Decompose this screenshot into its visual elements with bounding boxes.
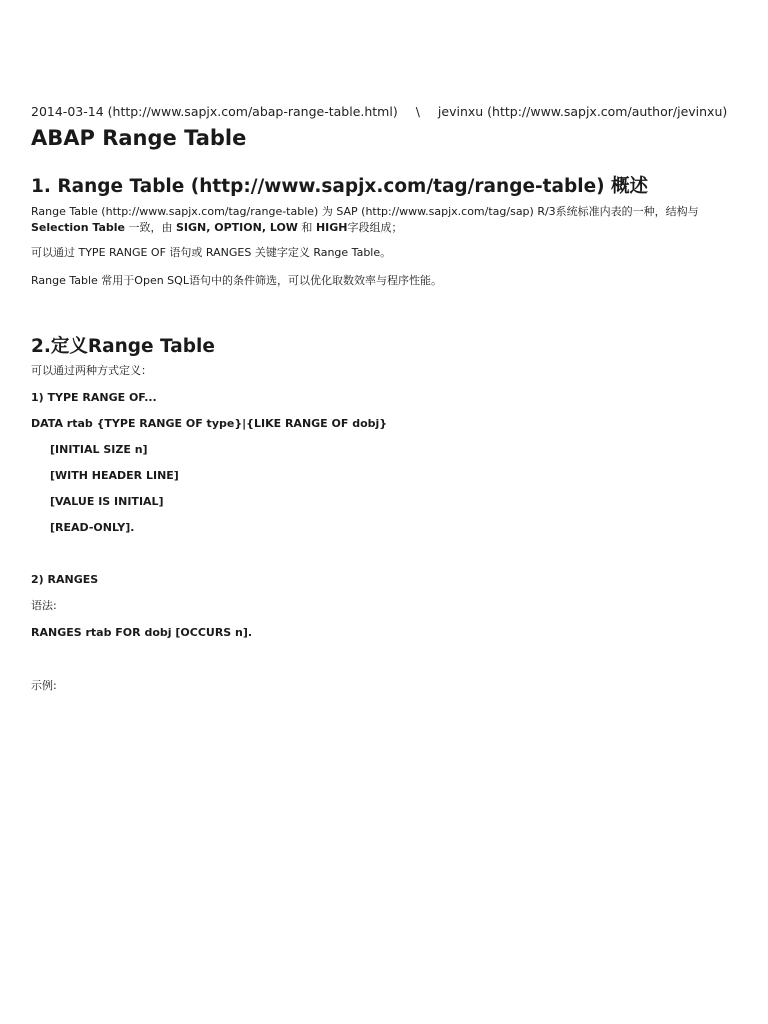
code-line: DATA rtab {TYPE RANGE OF type}|{LIKE RANGE OF dobj} <box>31 417 388 430</box>
text-segment: 一致，由 <box>125 221 176 234</box>
section1-paragraph1-line2 <box>31 220 402 236</box>
ranges-subheading: 2) RANGES <box>31 573 99 586</box>
meta-separator: \ <box>415 104 420 119</box>
page-title: ABAP Range Table <box>31 126 247 150</box>
syntax-label: 语法: <box>31 599 57 612</box>
high-term: HIGH <box>315 221 348 234</box>
post-meta <box>31 104 727 119</box>
post-date: 2014-03-14 <box>31 104 104 119</box>
text-segment: 字段组成； <box>347 221 403 234</box>
section1-paragraph3: Range Table 常用于Open SQL语句中的条件筛选，可以优化取数效率与程序性能。 <box>31 274 442 287</box>
code-line: [VALUE IS INITIAL] <box>50 495 164 508</box>
code-line: [READ-ONLY]. <box>50 521 135 534</box>
ranges-syntax: RANGES rtab FOR dobj [OCCURS n]. <box>31 626 253 639</box>
section1-paragraph1-line1: Range Table (http://www.sapjx.com/tag/range-table) 为 SAP (http://www.sapjx.com/tag/sap) R/3系统标准内表的一种，结构与 <box>31 205 699 218</box>
section2-heading: 2.定义Range Table <box>31 336 215 357</box>
code-line: [INITIAL SIZE n] <box>50 443 148 456</box>
section1-heading: 1. Range Table (http://www.sapjx.com/tag/range-table) 概述 <box>31 176 649 197</box>
selection-table-term: Selection Table <box>31 221 125 234</box>
section2-intro: 可以通过两种方式定义： <box>31 364 152 377</box>
code-line: [WITH HEADER LINE] <box>50 469 179 482</box>
author-link[interactable]: (http://www.sapjx.com/author/jevinxu) <box>487 104 728 119</box>
example-label: 示例: <box>31 679 57 692</box>
post-author[interactable]: jevinxu <box>437 104 484 119</box>
section1-paragraph2: 可以通过 TYPE RANGE OF 语句或 RANGES 关键字定义 Range Table。 <box>31 246 392 259</box>
post-link[interactable]: (http://www.sapjx.com/abap-range-table.html) <box>107 104 398 119</box>
fields-term: SIGN, OPTION, LOW <box>176 221 298 234</box>
text-segment: 和 <box>297 221 316 234</box>
type-range-of-subheading: 1) TYPE RANGE OF... <box>31 391 157 404</box>
